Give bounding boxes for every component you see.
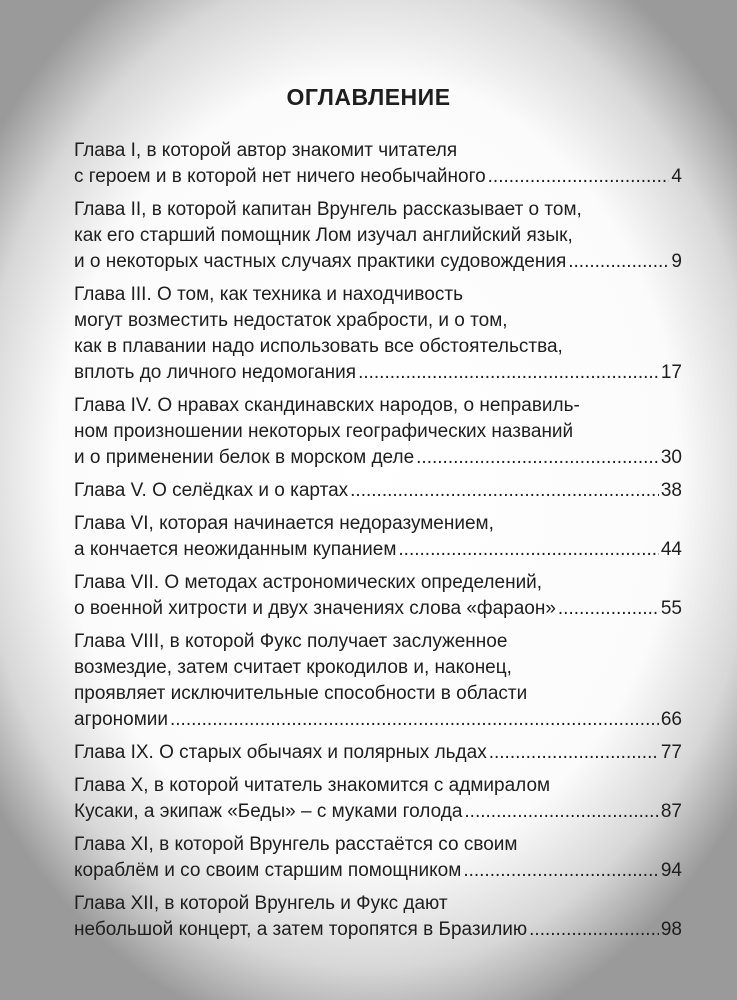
toc-entry-line: Глава XII, в которой Врунгель и Фукс дают [74, 893, 448, 914]
toc-page-number: 66 [660, 709, 682, 730]
toc-entry-line: Глава I, в которой автор знакомит читателя [74, 140, 458, 161]
toc-page-number: 17 [660, 362, 682, 383]
toc-entry-last-line [74, 917, 682, 943]
toc-entry [74, 740, 682, 766]
toc-entry-text: небольшой концерт, а затем торопятся в Бразилию [74, 919, 528, 940]
toc-page-number: 38 [660, 480, 682, 501]
toc-entry-line: как в плавании надо использовать все обстоятельства, [74, 336, 563, 357]
toc-entry [74, 629, 682, 733]
toc-entry-last-line [74, 445, 682, 471]
toc-entry-line: возмездие, затем считает крокодилов и, наконец, [74, 657, 512, 678]
toc-entry [74, 478, 682, 504]
toc-entry [74, 138, 682, 190]
toc-entry [74, 393, 682, 471]
toc-entry-text: кораблём и со своим старшим помощником [74, 860, 462, 881]
toc-entry-line: Глава VIII, в которой Фукс получает заслуженное [74, 631, 508, 652]
dot-leader [350, 478, 659, 504]
toc-page-number: 55 [660, 598, 682, 619]
dot-leader [464, 799, 658, 825]
table-of-contents [74, 138, 682, 950]
toc-entry-text: вплоть до личного недомогания [74, 362, 357, 383]
dot-leader [558, 596, 659, 622]
toc-entry [74, 511, 682, 563]
toc-entry-line: Глава VI, которая начинается недоразумением, [74, 513, 494, 534]
dot-leader [170, 707, 659, 733]
toc-entry [74, 197, 682, 275]
toc-entry-last-line [74, 249, 682, 275]
toc-entry-last-line [74, 360, 682, 386]
toc-entry-last-line [74, 478, 682, 504]
toc-page-number: 87 [660, 801, 682, 822]
toc-entry-line: проявляет исключительные способности в области [74, 683, 528, 704]
toc-page-number: 94 [660, 860, 682, 881]
toc-entry-text: Глава V. О селёдках и о картах [74, 480, 349, 501]
page-title: ОГЛАВЛЕНИЕ [286, 84, 451, 110]
dot-leader [489, 740, 659, 766]
dot-leader [358, 360, 659, 386]
toc-entry-text: агрономии [74, 709, 168, 730]
toc-entry-text: Глава IX. О старых обычаях и полярных льдах [74, 742, 487, 763]
toc-entry-line: Глава III. О том, как техника и находчивость [74, 284, 463, 305]
toc-entry-last-line [74, 740, 682, 766]
toc-entry-line: могут возместить недостаток храбрости, и о том, [74, 310, 508, 331]
toc-entry-line: Глава VII. О методах астрономических определений, [74, 572, 543, 593]
toc-entry [74, 832, 682, 884]
toc-page-number: 9 [671, 251, 682, 272]
toc-entry-text: а кончается неожиданным купанием [74, 539, 397, 560]
dot-leader [416, 445, 659, 471]
dot-leader [398, 537, 658, 563]
dot-leader [568, 249, 669, 275]
toc-entry-last-line [74, 858, 682, 884]
toc-entry-last-line [74, 799, 682, 825]
dot-leader [488, 164, 670, 190]
toc-entry-last-line [74, 707, 682, 733]
toc-page-number: 4 [671, 166, 682, 187]
toc-entry-text: Кусаки, а экипаж «Беды» – с муками голода [74, 801, 463, 822]
toc-entry-text: с героем и в которой нет ничего необычайного [74, 166, 486, 187]
toc-entry-last-line [74, 164, 682, 190]
toc-entry-line: Глава XI, в которой Врунгель расстаётся со своим [74, 834, 518, 855]
toc-entry-last-line [74, 596, 682, 622]
toc-entry [74, 570, 682, 622]
toc-entry-line: Глава IV. О нравах скандинавских народов, о неправиль- [74, 395, 580, 416]
toc-entry-text: и о некоторых частных случаях практики судовождения [74, 251, 567, 272]
dot-leader [529, 917, 659, 943]
toc-entry [74, 773, 682, 825]
dot-leader [463, 858, 659, 884]
toc-entry-line: как его старший помощник Лом изучал английский язык, [74, 225, 573, 246]
toc-page-number: 98 [660, 919, 682, 940]
toc-entry-text: о военной хитрости и двух значениях слова «фараон» [74, 598, 556, 619]
toc-entry-line: Глава II, в которой капитан Врунгель рассказывает о том, [74, 199, 582, 220]
toc-entry-last-line [74, 537, 682, 563]
toc-entry [74, 891, 682, 943]
toc-page-number: 44 [660, 539, 682, 560]
toc-page-number: 77 [660, 742, 682, 763]
toc-entry-line: ном произношении некоторых географических названий [74, 421, 574, 442]
toc-entry-line: Глава X, в которой читатель знакомится с адмиралом [74, 775, 551, 796]
toc-entry [74, 282, 682, 386]
toc-entry-text: и о применении белок в морском деле [74, 447, 415, 468]
toc-page-number: 30 [660, 447, 682, 468]
